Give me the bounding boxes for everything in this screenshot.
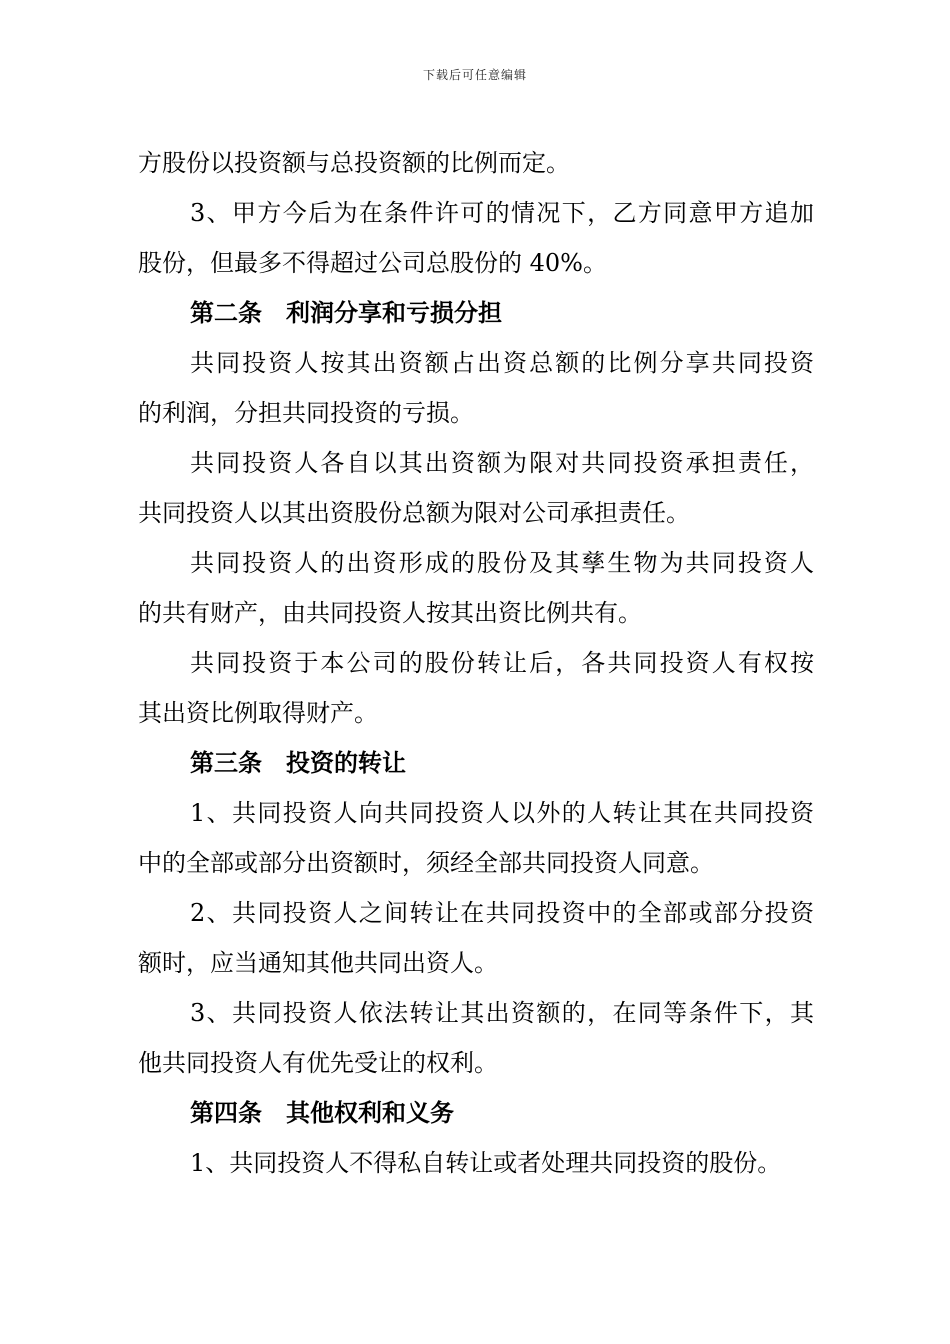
paragraph-line: 共同投资于本公司的股份转让后，各共同投资人有权按	[190, 649, 814, 677]
paragraph-line: 中的全部或部分出资额时，须经全部共同投资人同意。	[138, 849, 714, 877]
paragraph-line: 共同投资人各自以其出资额为限对共同投资承担责任，	[190, 449, 814, 477]
paragraph-line: 共同投资人以其出资股份总额为限对公司承担责任。	[138, 499, 690, 527]
paragraph-line: 股份，但最多不得超过公司总股份的 40%。	[138, 249, 607, 277]
paragraph-line: 1、共同投资人向共同投资人以外的人转让其在共同投资	[190, 799, 814, 827]
paragraph-line: 1、共同投资人不得私自转让或者处理共同投资的股份。	[190, 1149, 782, 1177]
header-note: 下载后可任意编辑	[422, 68, 527, 82]
document-body	[138, 138, 814, 1188]
paragraph-line: 方股份以投资额与总投资额的比例而定。	[138, 149, 570, 177]
section-heading-article-4: 第四条 其他权利和义务	[190, 1099, 454, 1127]
paragraph-line: 的利润，分担共同投资的亏损。	[138, 399, 474, 427]
paragraph-line: 2、共同投资人之间转让在共同投资中的全部或部分投资	[190, 899, 814, 927]
paragraph-line: 额时，应当通知其他共同出资人。	[138, 949, 498, 977]
paragraph-line: 他共同投资人有优先受让的权利。	[138, 1049, 498, 1077]
section-heading-article-3: 第三条 投资的转让	[190, 749, 406, 777]
section-heading-article-2: 第二条 利润分享和亏损分担	[190, 299, 502, 327]
paragraph-line: 的共有财产，由共同投资人按其出资比例共有。	[138, 599, 642, 627]
paragraph-line: 共同投资人的出资形成的股份及其孳生物为共同投资人	[190, 549, 814, 577]
paragraph-line: 其出资比例取得财产。	[138, 699, 378, 727]
paragraph-line: 共同投资人按其出资额占出资总额的比例分享共同投资	[190, 349, 814, 377]
paragraph-line: 3、共同投资人依法转让其出资额的，在同等条件下，其	[190, 999, 814, 1027]
paragraph-line: 3、甲方今后为在条件许可的情况下，乙方同意甲方追加	[190, 199, 814, 227]
